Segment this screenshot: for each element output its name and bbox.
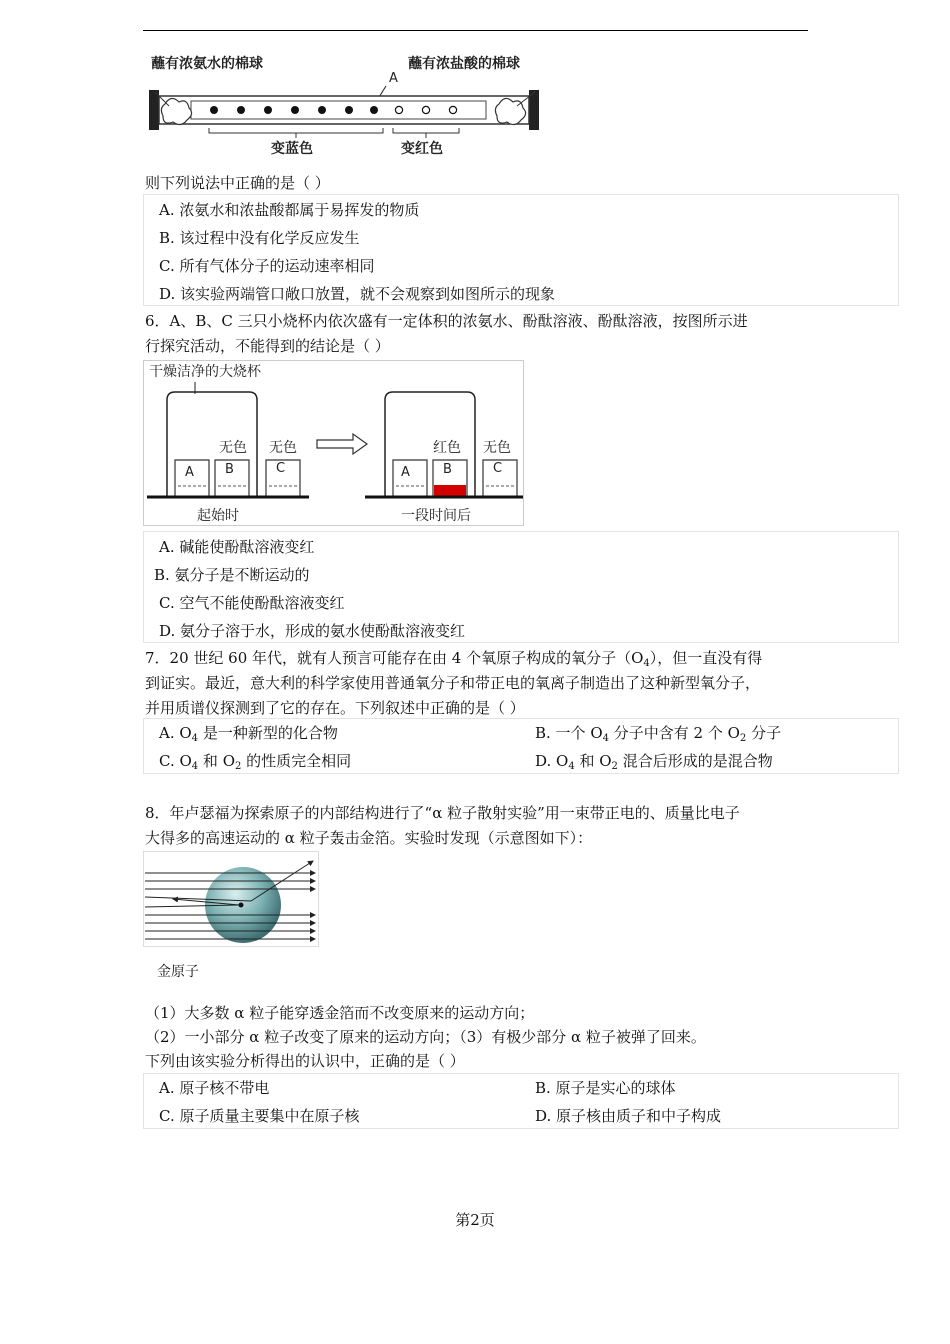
beaker-experiment-figure: [143, 360, 524, 526]
label-colorless-3: 无色: [483, 440, 511, 456]
q7d-p3: 混合后形成的是混合物: [617, 752, 773, 770]
q7c-p2: 和 O: [198, 752, 235, 770]
page-number: 第2页: [455, 1211, 495, 1229]
beaker-b-after: B: [443, 462, 452, 477]
label-big-beaker: 干燥洁净的大烧杯: [149, 364, 261, 380]
q5-option-c: C. 所有气体分子的运动速率相同: [159, 257, 375, 275]
q5-stem: 则下列说法中正确的是（ ）: [145, 174, 330, 192]
beaker-b-start: B: [225, 462, 234, 477]
q7b-p2: 分子中含有 2 个 O: [609, 724, 740, 742]
q7b-s2: 2: [739, 733, 747, 744]
q6-option-b: B. 氨分子是不断运动的: [154, 566, 310, 584]
q7d-p2: 和 O: [574, 752, 612, 770]
q7a-p1: A. O: [159, 724, 192, 742]
q7c-s2: 2: [235, 761, 242, 772]
q7-option-a: [159, 723, 338, 743]
q7-stem-line1: [145, 648, 762, 668]
q7-stem-text-b: ），但一直没有得: [649, 649, 763, 667]
label-turn-blue: 变蓝色: [271, 141, 313, 157]
q7c-p1: C. O: [159, 752, 192, 770]
q7b-p1: B. 一个 O: [535, 724, 603, 742]
q7-stem-sub: 4: [643, 658, 650, 669]
q6-stem-line1: 6．A、B、C 三只小烧杯内依次盛有一定体积的浓氨水、酚酞溶液、酚酞溶液，按图所示进: [145, 312, 748, 330]
q6-option-c: C. 空气不能使酚酞溶液变红: [159, 594, 345, 612]
q7d-p1: D. O: [535, 752, 569, 770]
alpha-scattering-figure: [143, 851, 319, 947]
q6-stem-line2: 行探究活动，不能得到的结论是（ ）: [145, 337, 390, 355]
q7-option-b: [535, 723, 781, 743]
label-turn-red: 变红色: [401, 141, 443, 157]
label-colorless-2: 无色: [269, 440, 297, 456]
label-hcl-cotton: 蘸有浓盐酸的棉球: [408, 56, 520, 72]
q8-observation-2: （2）一小部分 α 粒子改变了原来的运动方向；（3）有极少部分 α 粒子被弹了回来。: [145, 1028, 706, 1046]
diffusion-tube-figure: [143, 52, 549, 158]
q7a-s1: 4: [191, 733, 199, 744]
q8-option-a: A. 原子核不带电: [159, 1079, 270, 1097]
beaker-c-start: C: [276, 461, 286, 476]
label-colorless-1: 无色: [219, 440, 247, 456]
q8-stem-line1: 8．年卢瑟福为探索原子的内部结构进行了“α 粒子散射实验”用一束带正电的、质量比电子: [145, 804, 740, 822]
q5-option-a: A. 浓氨水和浓盐酸都属于易挥发的物质: [159, 201, 420, 219]
label-red: 红色: [433, 440, 461, 456]
q8-stem-line3: 下列由该实验分析得出的认识中，正确的是（ ）: [145, 1052, 465, 1070]
q8-option-c: C. 原子质量主要集中在原子核: [159, 1107, 360, 1125]
q8-stem-line2: 大得多的高速运动的 α 粒子轰击金箔。实验时发现（示意图如下）：: [145, 829, 593, 847]
q7c-p3: 的性质完全相同: [241, 752, 352, 770]
label-start: 起始时: [197, 508, 239, 524]
beaker-a-after: A: [401, 465, 410, 480]
q8-observation-1: （1）大多数 α 粒子能穿透金箔而不改变原来的运动方向；: [145, 1004, 535, 1022]
q7-stem-line3: 并用质谱仪探测到了它的存在。下列叙述中正确的是（ ）: [145, 699, 525, 717]
q7-stem-text-a: 7．20 世纪 60 年代，就有人预言可能存在由 4 个氧原子构成的氧分子（O: [145, 649, 644, 667]
q7d-s1: 4: [568, 761, 575, 772]
q7a-p2: 是一种新型的化合物: [198, 724, 338, 742]
top-rule: [143, 30, 808, 31]
q7-option-c: [159, 751, 351, 771]
q6-option-d: D. 氨分子溶于水，形成的氨水使酚酞溶液变红: [159, 622, 466, 640]
q5-option-b: B. 该过程中没有化学反应发生: [159, 229, 360, 247]
q8-option-b: B. 原子是实心的球体: [535, 1079, 676, 1097]
q7d-s2: 2: [611, 761, 618, 772]
q5-option-d: D. 该实验两端管口敞口放置，就不会观察到如图所示的现象: [159, 285, 556, 303]
label-ammonia-cotton: 蘸有浓氨水的棉球: [151, 56, 263, 72]
q7b-p3: 分子: [746, 724, 782, 742]
gold-atom-caption: 金原子: [157, 964, 199, 980]
q7-stem-line2: 到证实。最近，意大利的科学家使用普通氧分子和带正电的氧离子制造出了这种新型氧分子，: [145, 674, 761, 692]
q7c-s1: 4: [191, 761, 199, 772]
q7b-s1: 4: [602, 733, 609, 744]
q8-option-d: D. 原子核由质子和中子构成: [535, 1107, 722, 1125]
beaker-c-after: C: [493, 461, 503, 476]
label-point-a: A: [389, 71, 398, 86]
q6-option-a: A. 碱能使酚酞溶液变红: [159, 538, 315, 556]
label-after: 一段时间后: [401, 508, 471, 524]
beaker-a-start: A: [185, 465, 194, 480]
q7-option-d: [535, 751, 773, 771]
